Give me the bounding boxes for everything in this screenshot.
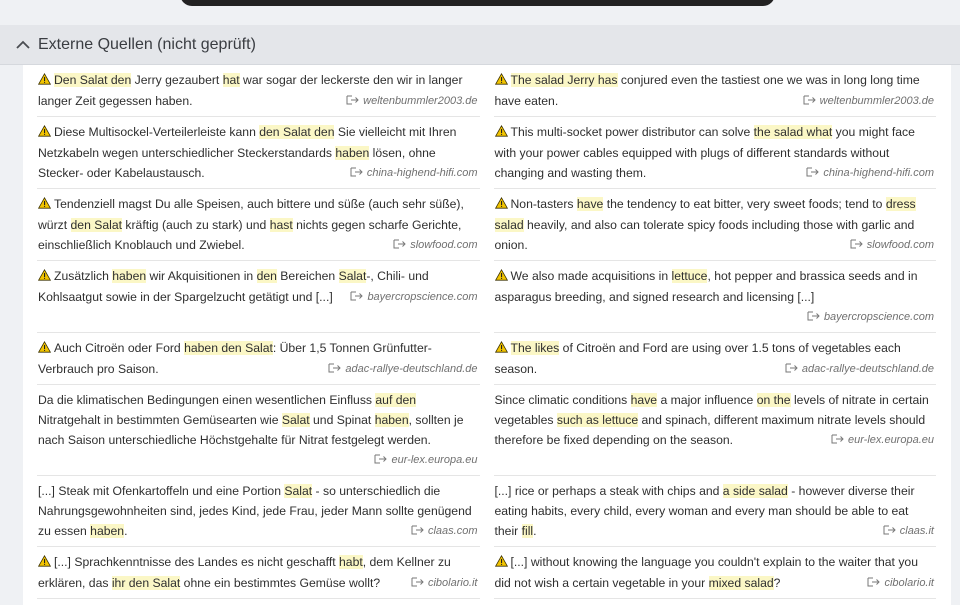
sentence-text: war sogar der leckerste den wir in langer langer Zeit gegessen haben. <box>38 73 463 108</box>
sentence-text: a major influence <box>657 393 757 407</box>
sentence-text: Zusätzlich <box>54 269 113 283</box>
sentence-text: the tendency to eat bitter, very sweet foods; tend to <box>603 197 886 211</box>
source-sentence-de[interactable] <box>37 385 480 476</box>
top-strip <box>0 0 960 25</box>
source-sentence-de[interactable] <box>37 476 480 547</box>
highlighted-term: auf den <box>375 393 417 407</box>
external-link-icon <box>411 522 424 532</box>
source-link[interactable] <box>328 359 477 379</box>
sentence-text: , hot pepper and brassica seeds and in asparagus breeding, and signed research and licensing [...] <box>494 269 918 304</box>
sentence-text: heavily, and also can tolerate spicy foods including those with garlic and onion. <box>494 218 915 252</box>
source-link[interactable] <box>393 235 477 255</box>
highlighted-term: den Salat <box>70 218 123 232</box>
highlighted-term: The salad Jerry has <box>510 73 618 87</box>
sentence-text: [...] rice or perhaps a steak with chips and <box>494 484 723 498</box>
example-row <box>37 117 936 189</box>
highlighted-term: fill <box>521 524 534 538</box>
sentence-text: Sie vielleicht mit Ihren Netzkabeln wegen unterschiedlicher Steckerstandards <box>38 125 457 160</box>
source-link[interactable] <box>350 287 477 307</box>
sentence-text: lösen, ohne Stecker- oder Kabelaustausch. <box>38 146 436 180</box>
sentence-text: Da die klimatischen Bedingungen einen wesentlichen Einfluss <box>38 393 376 407</box>
warning-icon <box>495 195 508 215</box>
highlighted-term: haben <box>374 413 409 427</box>
external-link-icon <box>806 164 819 174</box>
sentence-text: Bereichen <box>276 269 339 283</box>
highlighted-term: den <box>256 269 277 283</box>
highlighted-term: the salad what <box>753 125 833 139</box>
sentence-text: [...] Sprachkenntnisse des Landes es nicht geschafft <box>54 555 340 569</box>
external-link-icon <box>831 431 844 441</box>
sentence-text: ohne ein bestimmtes Gemüse wollt? <box>180 576 381 590</box>
sentence-text: of Citroën and Ford are using over 1.5 tons of vegetables each season. <box>494 341 901 376</box>
external-link-icon <box>850 236 863 246</box>
source-domain[interactable]: cibolario.it <box>427 577 478 589</box>
external-link-icon <box>350 164 363 174</box>
warning-icon <box>38 267 51 287</box>
highlighted-term: haben <box>112 269 147 283</box>
sentence-text: [...] without knowing the language you couldn't explain to the waiter that you did not wish a certain vegetable in your <box>494 555 918 590</box>
translation-sentence-en[interactable] <box>494 261 937 333</box>
sentence-text: und Spinat <box>309 413 375 427</box>
source-domain[interactable]: adac-rallye-deutschland.de <box>345 363 478 375</box>
highlighted-term: den Salat den <box>259 125 335 139</box>
source-domain[interactable]: weltenbummler2003.de <box>363 95 478 107</box>
highlighted-term: hast <box>269 218 293 232</box>
source-link[interactable] <box>883 521 934 541</box>
highlighted-term: Den Salat den <box>54 73 132 87</box>
sentence-text: wir Akquisitionen in <box>146 269 257 283</box>
highlighted-term: The likes <box>510 341 560 355</box>
sentence-text: We also made acquisitions in <box>510 269 672 283</box>
source-domain[interactable]: weltenbummler2003.de <box>819 95 934 107</box>
translation-sentence-en[interactable] <box>494 385 937 476</box>
source-link[interactable] <box>803 91 934 111</box>
source-domain[interactable]: china-highend-hifi.com <box>366 167 478 179</box>
source-link[interactable] <box>411 573 478 593</box>
sentence-text: , sollten je nach Saison unterschiedliche Höchstgehalte für Nitrat festgelegt werden. <box>38 413 464 447</box>
external-link-icon <box>867 574 880 584</box>
sentence-text: . <box>533 524 537 538</box>
source-link[interactable] <box>346 91 477 111</box>
source-link[interactable] <box>785 359 934 379</box>
sentence-text: Since climatic conditions <box>494 393 631 407</box>
sentence-text: This multi-socket power distributor can solve <box>510 125 754 139</box>
translation-sentence-en[interactable] <box>494 117 937 189</box>
translation-sentence-en[interactable] <box>494 65 937 117</box>
source-link[interactable] <box>350 163 478 183</box>
translation-sentence-en[interactable] <box>494 476 937 547</box>
sentence-text: Non-tasters <box>510 197 577 211</box>
example-row <box>37 333 936 385</box>
example-row <box>37 189 936 261</box>
external-link-icon <box>328 360 341 370</box>
source-link[interactable] <box>867 573 934 593</box>
source-domain[interactable]: bayercropscience.com <box>367 291 478 303</box>
translation-sentence-en[interactable] <box>494 333 937 385</box>
highlighted-term: a side salad <box>722 484 788 498</box>
sentence-text: - however diverse their eating habits, every child, every woman and every man should be able to eat their <box>494 484 915 538</box>
warning-icon <box>38 195 51 215</box>
highlighted-term: Salat <box>281 413 310 427</box>
external-link-icon <box>883 522 896 532</box>
highlighted-term: such as lettuce <box>556 413 639 427</box>
sentence-text: : Über 1,5 Tonnen Grünfutter-Verbrauch pro Saison. <box>38 341 432 376</box>
source-domain[interactable]: adac-rallye-deutschland.de <box>801 363 934 375</box>
sentence-text: you might face with your power cables equipped with plugs of different standards without changing and wasting them. <box>494 125 915 180</box>
source-link[interactable] <box>807 307 934 327</box>
warning-icon <box>38 71 51 91</box>
highlighted-term: dress salad <box>494 197 916 232</box>
source-link[interactable] <box>374 450 477 470</box>
source-link[interactable] <box>831 430 934 450</box>
sentence-text: Tendenziell magst Du alle Speisen, auch bittere und süße (auch sehr süße), würzt <box>38 197 464 232</box>
warning-icon <box>38 123 51 143</box>
example-row <box>37 261 936 333</box>
example-row <box>37 385 936 476</box>
source-domain[interactable]: claas.com <box>427 525 478 537</box>
source-link[interactable] <box>411 521 478 541</box>
highlighted-term: haben <box>335 146 370 160</box>
source-domain[interactable]: china-highend-hifi.com <box>823 167 934 179</box>
highlighted-term: ihr den Salat <box>111 576 181 590</box>
sentence-text: kräftig (auch zu stark) und <box>122 218 270 232</box>
source-domain[interactable]: slowfood.com <box>410 239 478 251</box>
warning-icon <box>495 339 508 359</box>
source-sentence-de[interactable] <box>37 65 480 117</box>
warning-icon <box>495 71 508 91</box>
highlighted-term: hat <box>222 73 240 87</box>
source-sentence-de[interactable] <box>37 189 480 261</box>
source-domain[interactable]: slowfood.com <box>866 239 934 251</box>
source-link[interactable] <box>806 163 934 183</box>
external-link-icon <box>807 308 820 318</box>
source-sentence-de[interactable] <box>37 261 480 333</box>
warning-icon <box>38 553 51 573</box>
external-link-icon <box>411 574 424 584</box>
chevron-up-icon[interactable] <box>10 35 36 55</box>
highlighted-term: on the <box>756 393 791 407</box>
source-domain[interactable]: bayercropscience.com <box>823 311 934 323</box>
highlighted-term: lettuce <box>671 269 708 283</box>
sentence-text: . <box>124 524 128 538</box>
source-domain[interactable]: cibolario.it <box>884 577 934 589</box>
sentence-text: [...] Steak mit Ofenkartoffeln und eine Portion <box>38 484 285 498</box>
external-link-icon <box>393 236 406 246</box>
source-domain[interactable]: claas.it <box>899 525 934 537</box>
sentence-text: , dem Kellner zu erklären, das <box>38 555 451 590</box>
highlighted-term: have <box>576 197 604 211</box>
example-row <box>37 65 936 117</box>
sentence-text: levels of nitrate in certain vegetables <box>494 393 929 427</box>
sentence-text: Nitratgehalt in bestimmten Gemüsearten wie <box>38 413 282 427</box>
source-sentence-de[interactable] <box>37 547 480 599</box>
external-link-icon <box>785 360 798 370</box>
results-panel <box>23 65 951 605</box>
translation-sentence-en[interactable] <box>494 189 937 261</box>
highlighted-term: mixed salad <box>708 576 774 590</box>
warning-icon <box>495 553 508 573</box>
external-link-icon <box>374 451 387 461</box>
example-row <box>37 547 936 599</box>
section-title: Externe Quellen (nicht geprüft) <box>38 35 256 53</box>
source-domain[interactable]: eur-lex.europa.eu <box>847 434 934 446</box>
highlighted-term: have <box>630 393 658 407</box>
sentence-text: -, Chili- und Kohlsaatgut sowie in der Spargelzucht getätigt und [...] <box>38 269 429 304</box>
warning-icon <box>495 267 508 287</box>
highlighted-term: haben den Salat <box>184 341 273 355</box>
external-link-icon <box>350 288 363 298</box>
translation-sentence-en[interactable] <box>494 547 937 599</box>
source-sentence-de[interactable] <box>37 333 480 385</box>
highlighted-term: Salat <box>338 269 367 283</box>
source-sentence-de[interactable] <box>37 117 480 189</box>
source-link[interactable] <box>850 235 934 255</box>
external-link-icon <box>803 92 816 102</box>
highlighted-term: Salat <box>284 484 313 498</box>
warning-icon <box>38 339 51 359</box>
sentence-text: Jerry gezaubert <box>131 73 223 87</box>
sentence-text: and spinach, different maximum nitrate levels should therefore be fixed depending on the season. <box>494 413 926 447</box>
example-row <box>37 476 936 547</box>
sentence-text: conjured even the tastiest one we was in long long time have eaten. <box>494 73 920 108</box>
sentence-text: nichts gegen scharfe Gerichte, einschließlich Knoblauch und Zwiebel. <box>38 218 462 252</box>
section-header[interactable] <box>0 25 960 65</box>
warning-icon <box>495 123 508 143</box>
sentence-text: ? <box>773 576 781 590</box>
top-bar <box>180 0 775 6</box>
highlighted-term: habt <box>339 555 363 569</box>
sentence-text: Auch Citroën oder Ford <box>54 341 185 355</box>
source-domain[interactable]: eur-lex.europa.eu <box>391 454 478 466</box>
sentence-text: - so unterschiedlich die Nahrungsgewohnheiten sind, jedes Kind, jede Frau, jeder Mann sollte genügend zu essen <box>38 484 472 538</box>
highlighted-term: haben <box>90 524 125 538</box>
external-link-icon <box>346 92 359 102</box>
sentence-text: Diese Multisockel-Verteilerleiste kann <box>54 125 260 139</box>
